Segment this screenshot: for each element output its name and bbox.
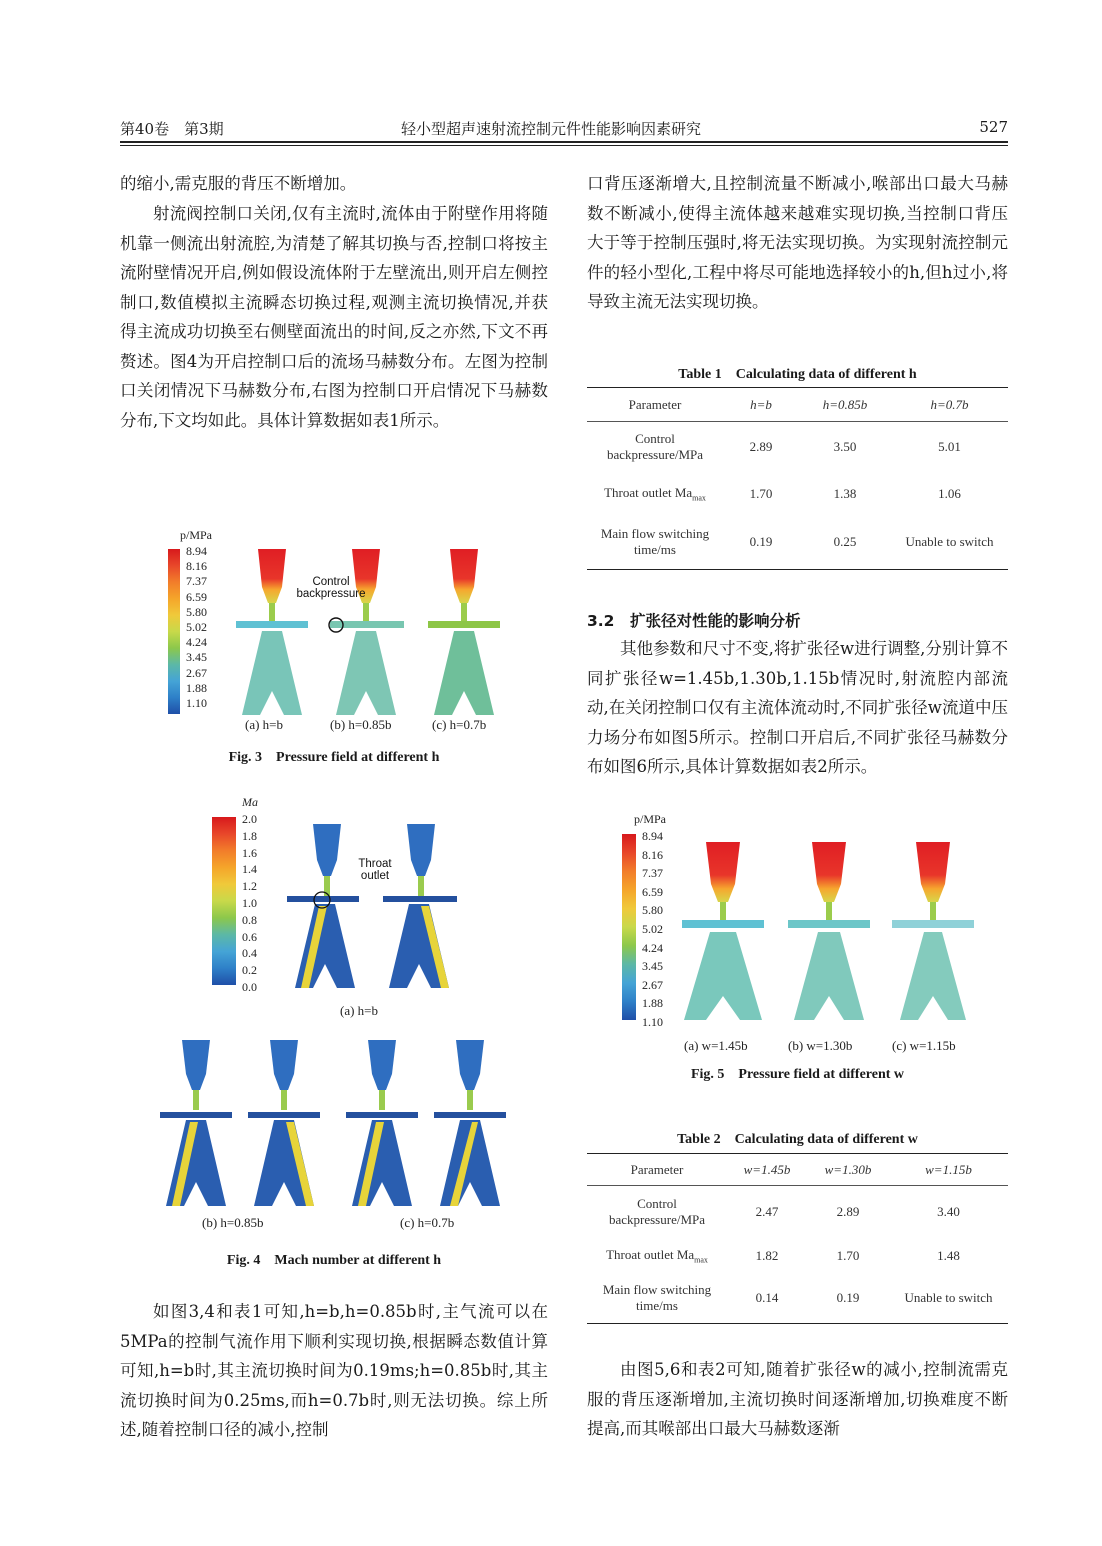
right-paragraph-3: 由图5,6和表2可知,随着扩张径w的减小,控制流需克服的背压逐渐增加,主流切换时间逐渐增加,切换难度不断提高,而其喉部出口最大马赫数逐渐 <box>587 1360 1008 1438</box>
value-cell: 2.89 <box>749 438 773 454</box>
colorbar-tick-label: 5.02 <box>642 922 663 936</box>
colorbar-tick-label: 7.37 <box>642 866 663 881</box>
param-cell: Control backpressure/MPa <box>606 430 704 462</box>
panel-b-closed <box>160 1040 232 1206</box>
pressure-field-panels <box>230 545 510 720</box>
colorbar-tick-label: 0.4 <box>242 946 257 961</box>
colorbar-tick-label: 4.24 <box>642 940 663 955</box>
header-cell: Parameter <box>628 396 682 412</box>
table-row <box>587 472 1008 516</box>
header-rule-thick <box>120 141 1008 143</box>
colorbar <box>168 549 180 714</box>
right-paragraph-2: 其他参数和尺寸不变,将扩张径w进行调整,分别计算不同扩张径w=1.45b,1.30b,1.15b情况时,射流腔内部流动,在关闭控制口仅有主流体流动时,不同扩张径w流道中压力场分布如图5所示。控制口开启后,不同扩张径马赫数分布如图6所示,具体计算数据如表2所示。 <box>587 639 1008 776</box>
colorbar-tick-label: 1.88 <box>642 996 663 1011</box>
colorbar-tick-label: 6.59 <box>186 589 207 604</box>
page-number: 527 <box>979 118 1008 136</box>
subfigure-label-a: (a) h=b <box>340 1003 379 1018</box>
panel-c <box>428 549 500 715</box>
value-cell: 1.38 <box>833 485 857 501</box>
header-cell: h=0.85b <box>822 396 868 412</box>
header-cell: w=1.15b <box>925 1161 972 1177</box>
colorbar-tick-label: 1.6 <box>242 845 257 860</box>
colorbar-tick-label: 4.24 <box>186 635 207 650</box>
left-paragraph-3: 如图3,4和表1可知,h=b,h=0.85b时,主气流可以在5MPa的控制气流作用下顺利实现切换,根据瞬态数值计算可知,h=b时,其主流切换时间为0.19ms;h=0.85b时,其主流切换时间为0.25ms,而h=0.7b时,则无法切换。综上所述,随着控制口径的减小,控制 <box>120 1302 548 1439</box>
table-1-caption: Table 1 Calculating data of different h <box>678 367 917 382</box>
right-paragraph-1: 口背压逐渐增大,且控制流量不断减小,喉部出口最大马赫数不断减小,使得主流体越来越难实现切换,当控制口背压大于等于控制压强时,将无法实现切换。为实现射流控制元件的轻小型化,工程中将尽可能地选择较小的h,但h过小,将导致主流无法实现切换。 <box>587 174 1008 311</box>
subfigure-label-b: (b) w=1.30b <box>788 1038 853 1053</box>
colorbar-tick-label: 1.10 <box>642 1015 663 1029</box>
colorbar-title: p/MPa <box>634 812 667 826</box>
param-cell: Main flow switching time/ms <box>602 1282 712 1314</box>
table-row <box>587 1186 1008 1238</box>
colorbar-tick-label: 5.02 <box>186 620 207 634</box>
header-cell: w=1.45b <box>743 1161 791 1177</box>
param-cell: Control backpressure/MPa <box>608 1195 706 1227</box>
colorbar <box>622 834 636 1020</box>
value-cell: Unable to switch <box>905 534 994 550</box>
param-cell: Throat outlet $Ma_{max}$ <box>604 484 706 503</box>
colorbar-tick-label: 6.59 <box>642 884 663 899</box>
value-cell: 1.48 <box>937 1247 960 1263</box>
value-cell: 1.82 <box>755 1247 779 1263</box>
table-header-row <box>587 388 1008 422</box>
colorbar-tick-label: 1.2 <box>242 879 257 894</box>
figure-4 <box>150 795 550 1235</box>
table-2-caption: Table 2 Calculating data of different w <box>677 1132 918 1147</box>
colorbar-title: p/MPa <box>180 528 213 542</box>
mach-panels-bc <box>158 1038 518 1208</box>
value-cell: 1.70 <box>836 1247 860 1263</box>
value-cell: 2.47 <box>755 1203 779 1219</box>
value-cell: 3.50 <box>833 438 857 454</box>
colorbar-tick-label: 5.80 <box>642 903 663 918</box>
colorbar-title: Ma <box>242 795 258 809</box>
value-cell: 0.25 <box>833 534 857 550</box>
table-1 <box>587 387 1008 570</box>
panel-a <box>236 549 308 715</box>
figure-5-caption: Fig. 5 Pressure field at different w <box>690 1067 905 1082</box>
panel-b <box>788 842 870 1020</box>
header-cell: Parameter <box>630 1161 684 1177</box>
mach-panels-a <box>285 820 465 995</box>
colorbar-tick-label: 1.4 <box>242 862 257 877</box>
colorbar-tick-label: 8.16 <box>186 559 207 574</box>
colorbar <box>212 817 236 985</box>
left-paragraph-1: 的缩小,需克服的背压不断增加。 <box>120 174 357 193</box>
value-cell: 0.19 <box>836 1290 860 1306</box>
colorbar-tick-label: 0.0 <box>242 980 257 994</box>
table-row <box>587 1274 1008 1324</box>
panel-b <box>329 549 404 715</box>
param-cell: Throat outlet $Ma_{max}$ <box>606 1246 708 1265</box>
annotation-control-backpressure: Control backpressure <box>296 576 366 600</box>
param-cell: Main flow switching time/ms <box>600 526 710 558</box>
left-paragraph-2: 射流阀控制口关闭,仅有主流时,流体由于附壁作用将随机靠一侧流出射流腔,为清楚了解其切换与否,控制口将按主流附壁情况开启,例如假设流体附于左壁流出,则开启左侧控制口,数值模拟主流瞬态切换过程,观测主流切换情况,并获得主流成功切换至右侧壁面流出的时间,反之亦然,下文不再赘述。图4为开启控制口后的流场马赫数分布。左图为控制口关闭情况下马赫数分布,右图为控制口开启情况下马赫数分布,下文均如此。具体计算数据如表1所示。 <box>120 204 548 430</box>
pressure-field-panels <box>680 838 980 1023</box>
table-header-row <box>587 1154 1008 1186</box>
value-cell: 2.89 <box>836 1203 860 1219</box>
value-cell: 3.40 <box>937 1203 960 1219</box>
subfigure-label-c: (c) h=0.7b <box>400 1215 455 1230</box>
colorbar-tick-label: 8.16 <box>642 847 663 862</box>
colorbar-tick-label: 8.94 <box>642 829 663 843</box>
figure-4-caption: Fig. 4 Mach number at different h <box>226 1253 442 1268</box>
panel-b-open <box>248 1040 320 1206</box>
colorbar-tick-label: 1.0 <box>242 896 257 910</box>
header-cell: h=b <box>750 396 772 412</box>
colorbar-tick-label: 5.80 <box>186 604 207 619</box>
colorbar-tick-label: 2.0 <box>242 812 257 826</box>
panel-a-open <box>383 824 457 988</box>
colorbar-tick-label: 8.94 <box>186 544 207 558</box>
value-cell: 5.01 <box>938 438 961 454</box>
value-cell: 0.14 <box>755 1290 779 1306</box>
subfigure-label-a: (a) w=1.45b <box>684 1038 748 1053</box>
colorbar-tick-label: 1.8 <box>242 828 257 843</box>
table-row <box>587 422 1008 472</box>
subfigure-label-c: (c) h=0.7b <box>432 717 487 732</box>
subfigure-label-c: (c) w=1.15b <box>892 1038 956 1053</box>
header-rule-thin <box>120 145 1008 146</box>
table-row <box>587 1238 1008 1274</box>
header-cell: h=0.7b <box>930 396 969 412</box>
value-cell: 1.70 <box>749 485 773 501</box>
colorbar-tick-label: 1.10 <box>186 696 207 710</box>
value-cell: 1.06 <box>938 485 961 501</box>
journal-volume-issue: 第40卷 第3期 <box>120 120 224 138</box>
panel-c-open <box>434 1040 506 1206</box>
figure-3 <box>150 525 550 740</box>
table-2 <box>587 1153 1008 1324</box>
figure-5 <box>600 812 1000 1057</box>
panel-a-closed <box>287 824 359 988</box>
panel-c-closed <box>346 1040 418 1206</box>
colorbar-tick-label: 7.37 <box>186 574 207 589</box>
colorbar-tick-label: 0.8 <box>242 912 257 927</box>
colorbar-tick-label: 1.88 <box>186 680 207 695</box>
figure-3-caption: Fig. 3 Pressure field at different h <box>228 750 440 765</box>
colorbar-tick-label: 0.2 <box>242 963 257 978</box>
value-cell: Unable to switch <box>904 1290 993 1306</box>
colorbar-tick-label: 3.45 <box>642 959 663 974</box>
table-row <box>587 516 1008 570</box>
subfigure-label-a: (a) h=b <box>245 717 284 732</box>
subfigure-label-b: (b) h=0.85b <box>202 1215 264 1230</box>
colorbar-tick-label: 2.67 <box>642 977 663 992</box>
subfigure-label-b: (b) h=0.85b <box>330 717 392 732</box>
panel-a <box>682 842 764 1020</box>
colorbar-tick-label: 2.67 <box>186 665 207 680</box>
colorbar-tick-label: 0.6 <box>242 929 257 944</box>
panel-c <box>892 842 974 1020</box>
colorbar-tick-label: 3.45 <box>186 650 207 665</box>
running-title: 轻小型超声速射流控制元件性能影响因素研究 <box>400 120 701 138</box>
section-heading-3-2: 3.2 扩张径对性能的影响分析 <box>587 612 801 630</box>
annotation-throat-outlet: Throat outlet <box>358 858 392 882</box>
header-cell: w=1.30b <box>824 1161 872 1177</box>
value-cell: 0.19 <box>749 534 773 550</box>
